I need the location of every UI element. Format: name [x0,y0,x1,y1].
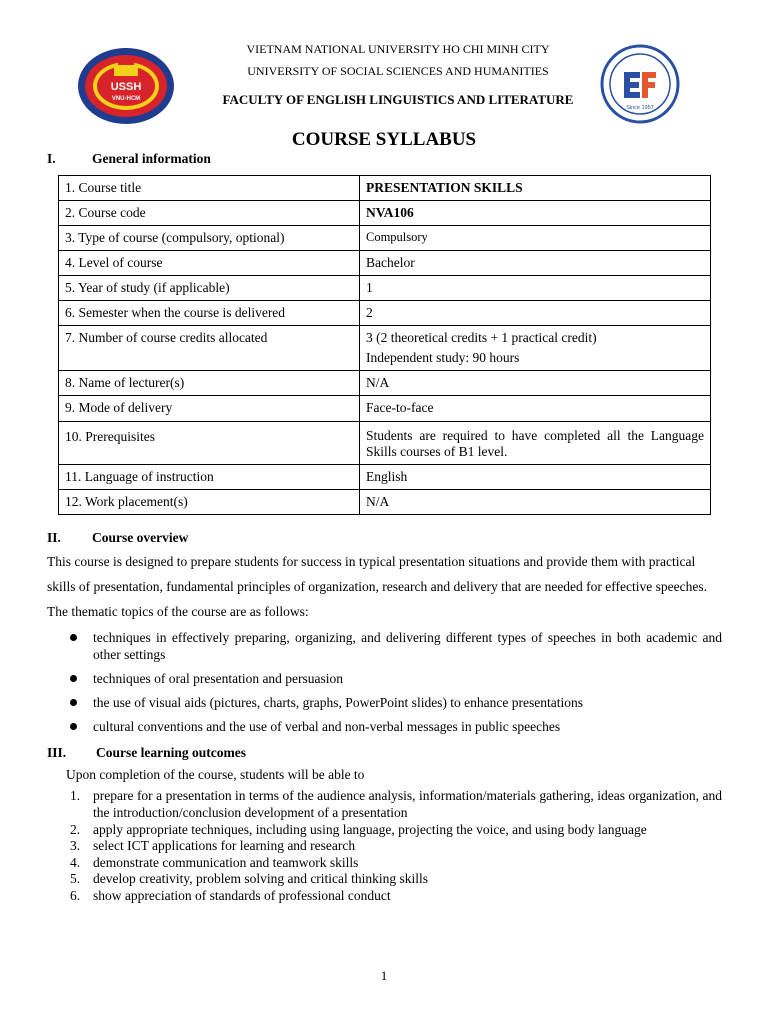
row-label: 3. Type of course (compulsory, optional) [59,226,360,251]
item-number: 1. [70,788,81,803]
row-value: Face-to-face [360,396,711,422]
table-row [59,465,711,490]
ussh-logo-icon [76,46,176,126]
row-label: 2. Course code [59,201,360,226]
row-value: PRESENTATION SKILLS [360,176,711,201]
row-value: NVA106 [360,201,711,226]
row-value: English [360,465,711,490]
item-text: apply appropriate techniques, including using language, projecting the voice, and using body language [93,822,647,837]
row-label: 8. Name of lecturer(s) [59,371,360,396]
row-label: 7. Number of course credits allocated [59,326,360,371]
table-row [59,371,711,396]
row-label: 11. Language of instruction [59,465,360,490]
list-item [66,787,722,821]
row-label: 4. Level of course [59,251,360,276]
item-number: 2. [70,822,81,837]
row-value: 1 [360,276,711,301]
item-number: 6. [70,887,81,903]
row-value: N/A [360,371,711,396]
outcomes-list [66,787,722,904]
faculty-name: FACULTY OF ENGLISH LINGUISTICS AND LITERATURE [222,92,574,107]
page-number: 1 [380,968,388,983]
table-row [59,301,711,326]
overview-paragraph: This course is designed to prepare students for success in typical presentation situations and provide them with practical skills of presentation, fundamental principles of organization, research and delivery that are needed for effective speeches. The thematic topics of the course are as follows: [47,554,707,619]
row-label: 6. Semester when the course is delivered [59,301,360,326]
row-value: Students are required to have completed all the Language Skills courses of B1 level. [360,422,711,465]
row-label: 12. Work placement(s) [59,490,360,515]
section-general-heading [47,151,211,167]
university-name: VIETNAM NATIONAL UNIVERSITY HO CHI MINH CITY [246,42,550,56]
list-item [66,888,722,905]
row-value: 2 [360,301,711,326]
item-text: select ICT applications for learning and research [93,838,356,853]
section-outcomes-heading [47,745,246,761]
ussh-logo-subtext: VNU-HCM [111,96,141,102]
row-label: 9. Mode of delivery [59,396,360,422]
ussh-logo-text: USSH [110,81,142,93]
item-text: develop creativity, problem solving and critical thinking skills [93,871,429,886]
independent-study-value: Independent study: 90 hours [366,350,520,365]
list-item: techniques in effectively preparing, organizing, and delivering different types of speeches in both academic and other settings [68,629,722,663]
section-number: II. [47,530,61,545]
list-item: techniques of oral presentation and persuasion [68,670,722,687]
section-label: General information [92,151,211,166]
table-row [59,176,711,201]
credits-value: 3 (2 theoretical credits + 1 practical credit) [366,330,597,345]
row-value [360,326,711,371]
table-row [59,226,711,251]
table-row [59,422,711,465]
school-name: UNIVERSITY OF SOCIAL SCIENCES AND HUMANITIES [247,64,549,78]
row-label: 10. Prerequisites [59,422,360,465]
item-number: 4. [70,854,81,870]
list-item: cultural conventions and the use of verbal and non-verbal messages in public speeches [68,718,722,735]
list-item: the use of visual aids (pictures, charts, graphs, PowerPoint slides) to enhance presentations [68,694,722,711]
section-label: Course overview [92,530,189,545]
list-item [66,855,722,872]
list-item [66,838,722,855]
row-label: 5. Year of study (if applicable) [59,276,360,301]
document-title: COURSE SYLLABUS [291,129,477,150]
table-row [59,490,711,515]
section-number: III. [47,745,67,760]
document-header [0,40,768,120]
table-row [59,276,711,301]
section-label: Course learning outcomes [96,745,246,760]
outcomes-intro: Upon completion of the course, students will be able to [66,767,365,782]
table-row [59,326,711,371]
list-item [66,821,722,838]
item-number: 3. [70,838,81,853]
section-overview-heading [47,530,188,546]
item-number: 5. [70,871,81,886]
item-text: demonstrate communication and teamwork skills [93,854,359,870]
item-text: prepare for a presentation in terms of the audience analysis, information/materials gathering, ideas organization, and the introduction/conclusion development of a presentation [93,788,722,820]
row-value: N/A [360,490,711,515]
table-row [59,396,711,422]
ef-logo-since: Since 1957 [626,105,654,111]
row-label: 1. Course title [59,176,360,201]
topics-list [68,629,722,742]
list-item [66,871,722,888]
table-row [59,251,711,276]
ef-faculty-logo-icon [600,44,680,124]
item-text: show appreciation of standards of professional conduct [93,887,391,903]
general-info-table [58,175,711,515]
row-value: Bachelor [360,251,711,276]
row-value: Compulsory [360,226,711,251]
section-number: I. [47,151,56,166]
table-row [59,201,711,226]
